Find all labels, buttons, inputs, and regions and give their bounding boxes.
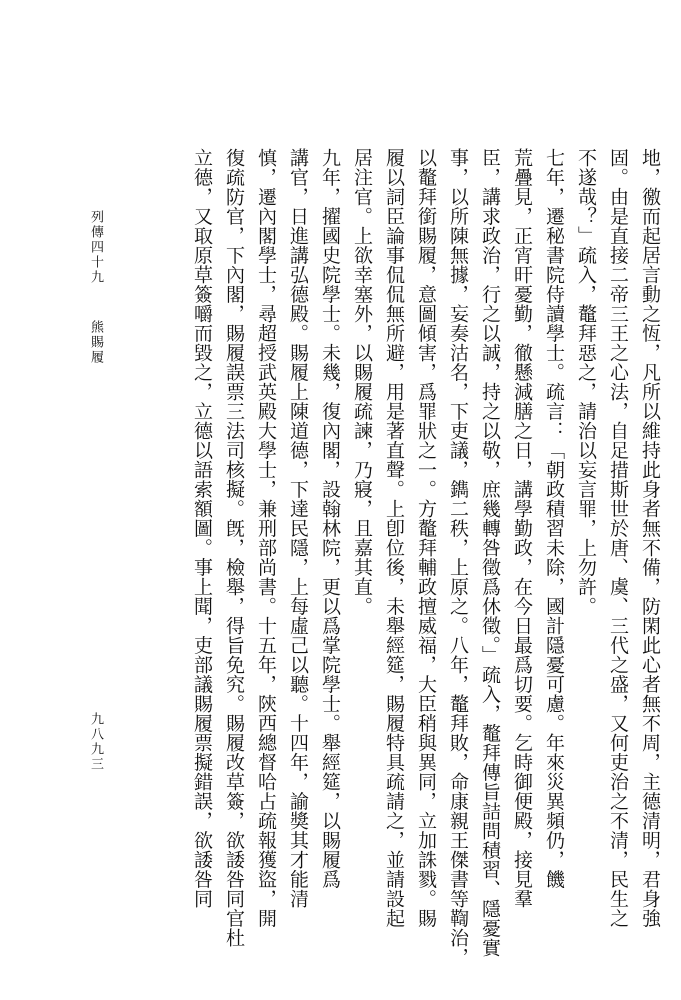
text-column-8: 以鼇拜銜賜履，意圖傾害，爲罪狀之一。方鼇拜輔政擅威福，大臣稍與異同，立加誅戮。賜 xyxy=(415,148,437,928)
text-column-9: 履以詞臣論事侃侃無所避，用是著直聲。上卽位後，未舉經筵，賜履特具疏請之，並請設起 xyxy=(383,148,405,928)
text-column-14: 復疏防官，下內閣，賜履誤票三法司核擬。旣，檢舉，得旨免究。賜履改草簽，欲諉咎同官杜 xyxy=(223,148,245,948)
text-column-4: 七年，遷秘書院侍讀學士。疏言：「朝政積習未除，國計隱憂可慮。年來災異頻仍，饑 xyxy=(543,148,565,889)
text-column-10: 居注官。上欲幸塞外，以賜履疏諫，乃寢，且嘉其直。 xyxy=(351,148,373,616)
text-column-11: 九年，擢國史院學士。未幾，復內閣，設翰林院，更以爲掌院學士。舉經筵，以賜履爲 xyxy=(319,148,341,889)
chapter-title: 列傳四十九 xyxy=(88,210,103,285)
text-column-3: 不遂哉？」疏入，鼇拜惡之，請治以妄言罪，上勿許。 xyxy=(575,148,597,616)
text-column-12: 講官，日進講弘德殿。賜履上陳道德，下達民隱，上每虛己以聽。十四年，諭獎其才能清 xyxy=(287,148,309,909)
text-column-5: 荒疊見，正宵旰憂勤，徹懸減膳之日，講學勤政，在今日最爲切要。乞時御便殿，接見羣 xyxy=(511,148,533,909)
text-column-1: 地，徼而起居言動之恆，凡所以維持此身者無不備，防閑此心者無不周，主德清明，君身強 xyxy=(639,148,661,928)
text-column-15: 立德，又取原草簽嚼而毀之，立德以語索額圖。事上聞，吏部議賜履票擬錯誤，欲諉咎同 xyxy=(191,148,213,909)
text-column-7: 事，以所陳無據，妄奏沽名，下吏議，鐫二秩，上原之。八年，鼇拜敗，命康親王傑書等鞫治， xyxy=(447,148,469,967)
text-column-13: 慎，遷內閣學士，尋超授武英殿大學士，兼刑部尚書。十五年，陝西總督哈占疏報獲盜，開 xyxy=(255,148,277,928)
text-column-2: 固。由是直接二帝三王之心法，自足措斯世於唐、虞、三代之盛，又何吏治之不清，民生之 xyxy=(607,148,629,928)
person-name: 熊賜履 xyxy=(88,320,103,365)
page-number: 九八九三 xyxy=(88,712,103,772)
text-column-6: 臣，講求政治，行之以誠，持之以敬，庶幾轉咎徵爲休徵。」疏入，鼇拜傳旨詰問積習、隱憂實 xyxy=(479,148,501,958)
